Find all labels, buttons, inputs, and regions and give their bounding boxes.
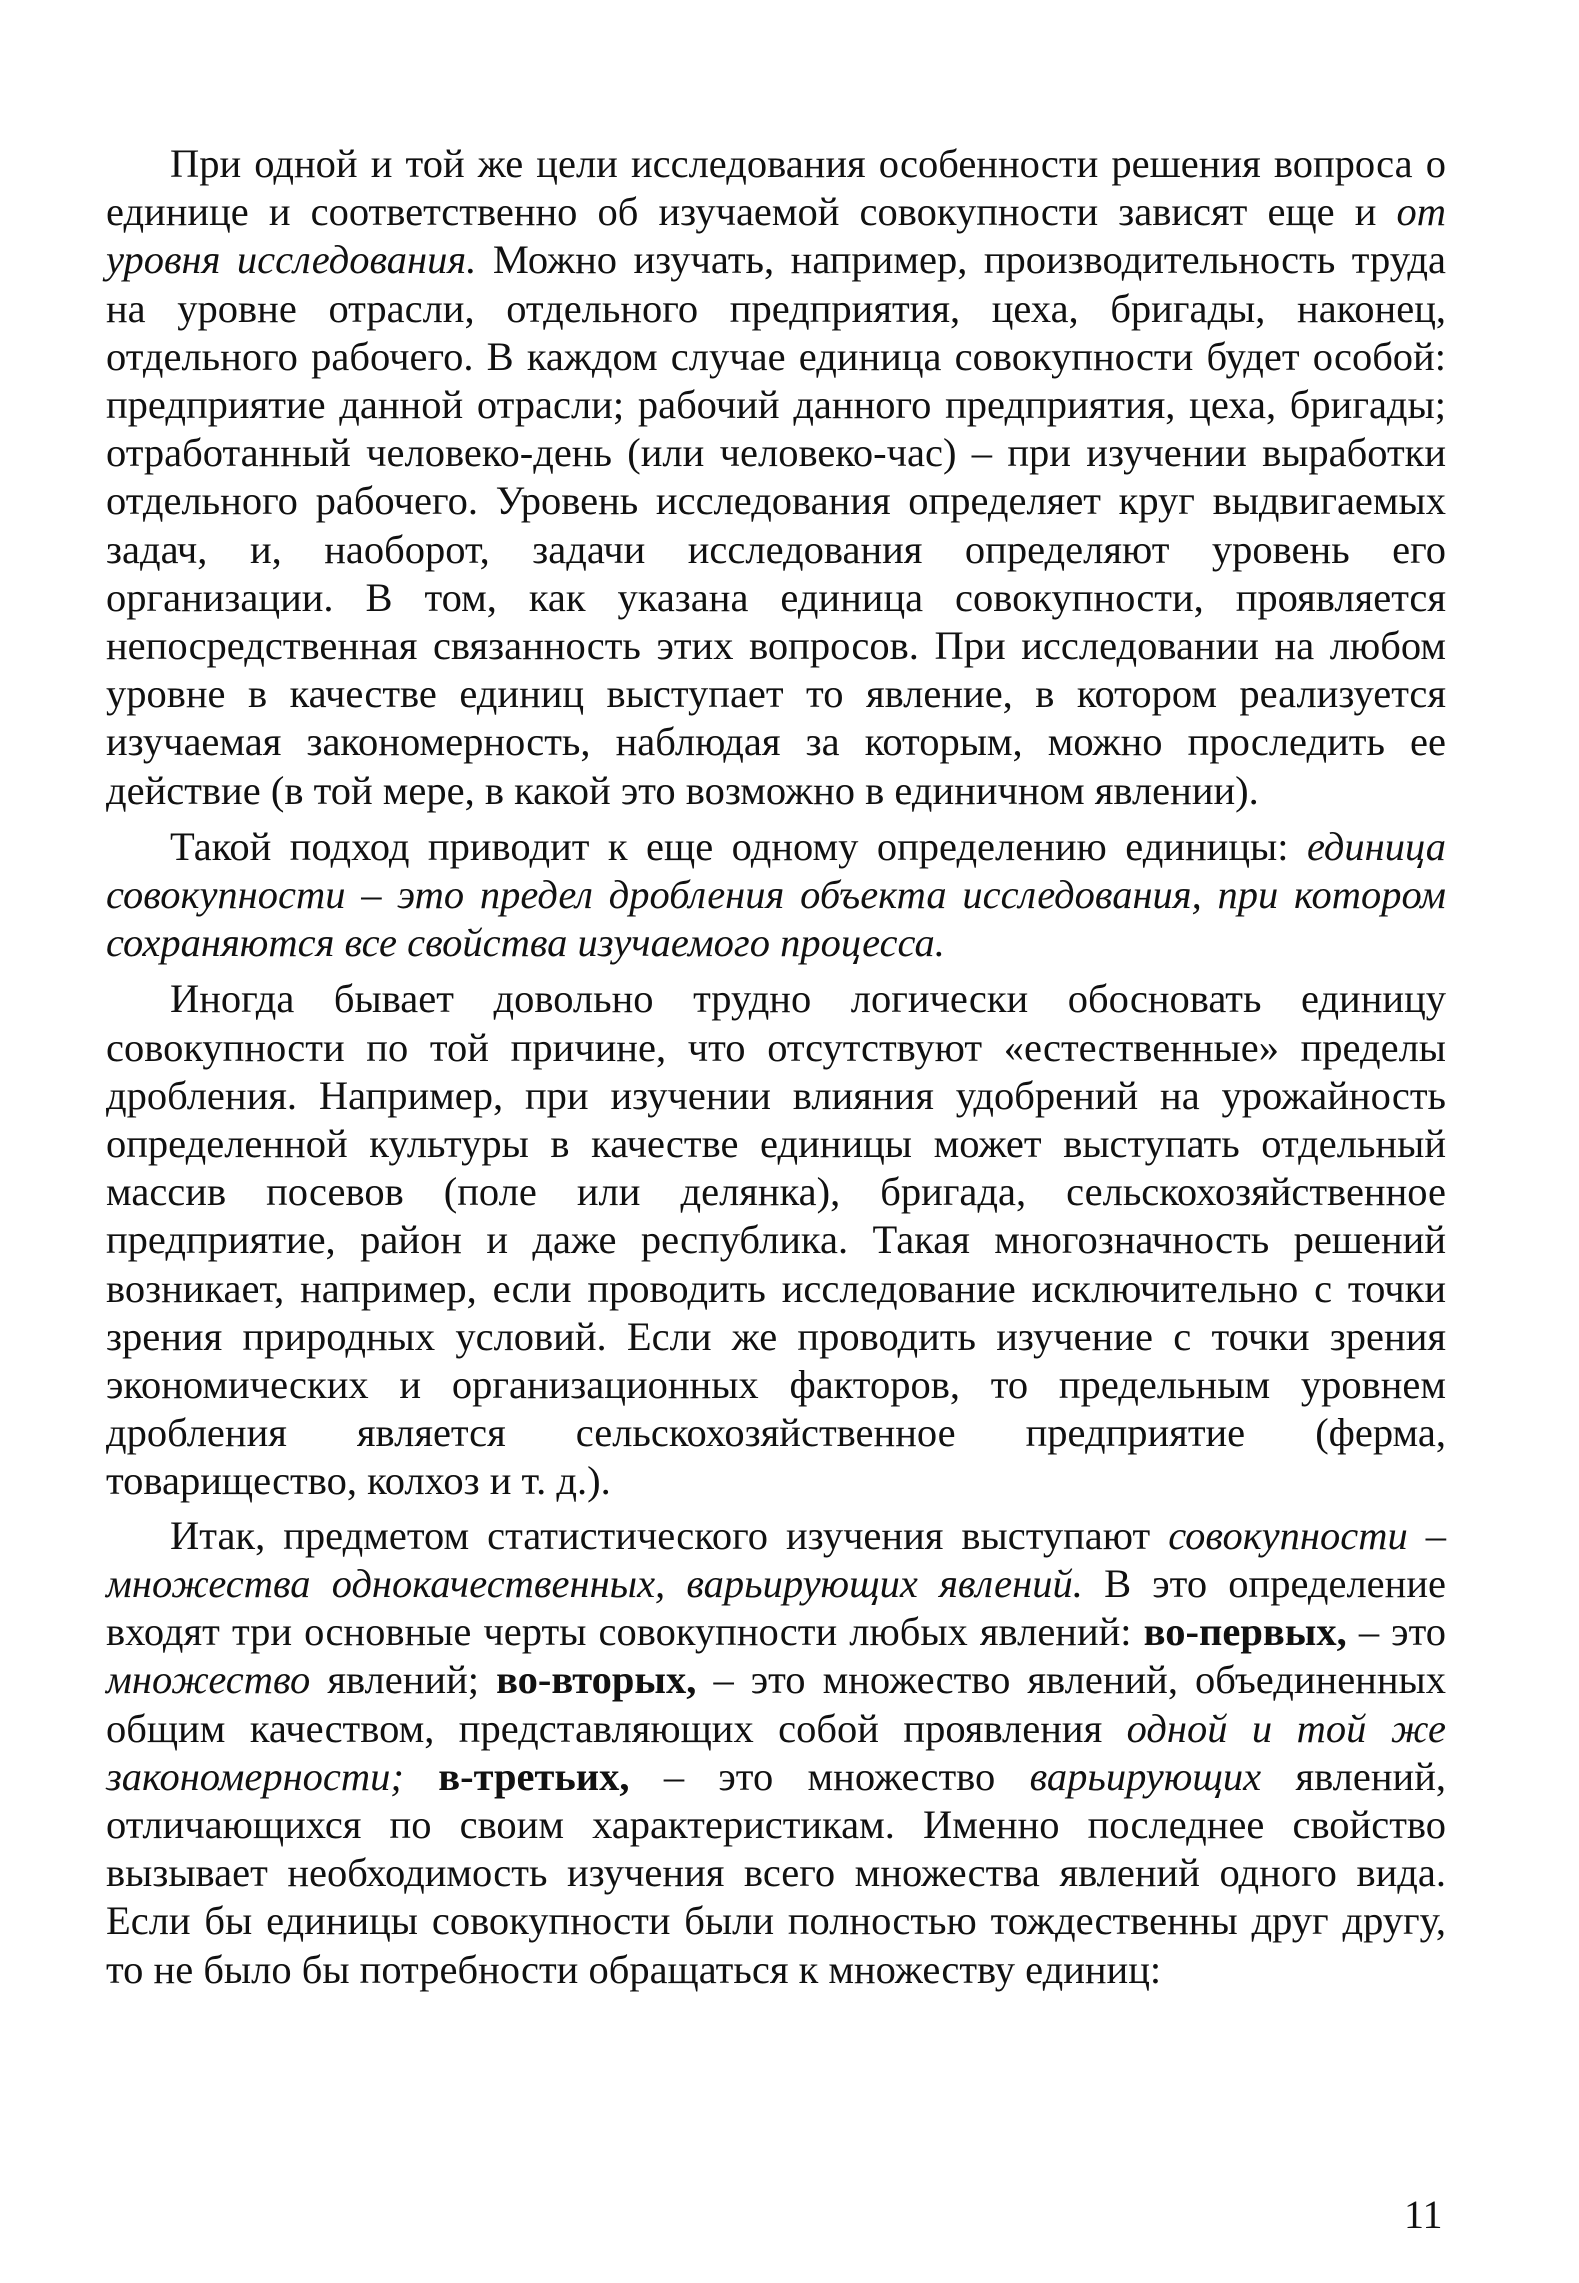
text-run: Итак, предметом статистического изучения выступают — [170, 1512, 1169, 1558]
text-run: Такой подход приводит к еще одному определению единицы: — [170, 823, 1307, 869]
page-body — [106, 140, 1446, 1998]
paragraph-3 — [106, 975, 1446, 1505]
text-run: Иногда бывает довольно трудно логически обосновать единицу совокупности по той причине, что отсутствуют «естественные» пределы дробления. Например, при изучении влияния удобрений на урожайность определенной культуры в качестве единицы может выступать отдельный массив посевов (поле или делянка), бригада, сельскохозяйственное предприятие, район и даже республика. Такая многозначность решений возникает, например, если проводить исследование исключительно с точки зрения природных условий. Если же проводить изучение с точки зрения экономических и организационных факторов, то предельным уровнем дробления является сельскохозяйственное предприятие (ферма, товарищество, колхоз и т. д.). — [106, 976, 1446, 1504]
italic-text: одной и той же закономерности; — [106, 1705, 1446, 1799]
italic-text: от уровня исследования. — [106, 189, 1446, 283]
text-run: – это множество явлений, объединенных общим качеством, представляющих собой проявления — [106, 1657, 1446, 1751]
text-run: – это множество — [629, 1753, 1030, 1799]
text-run: В это определение входят три основные черты совокупности любых явлений: — [106, 1560, 1446, 1655]
text-run: При одной и той же цели исследования особенности решения вопроса о единице и соответственно об изучаемой совокупности зависят еще и — [106, 141, 1446, 235]
bold-text: в-третьих, — [438, 1753, 630, 1799]
paragraph-1 — [106, 140, 1446, 815]
bold-text: во-вторых, — [496, 1657, 697, 1703]
page-number: 11 — [1404, 2192, 1443, 2237]
italic-text: варьирующих — [1029, 1753, 1262, 1799]
paragraph-2 — [106, 823, 1446, 968]
italic-text: совокупности – множества однокачественных, варьирующих явлений. — [106, 1512, 1446, 1606]
text-run: – это — [1346, 1609, 1446, 1655]
text-run: явлений, отличающихся по своим характеристикам. Именно последнее свойство вызывает необходимость изучения всего множества явлений одного вида. Если бы единицы совокупности были полностью тождественны друг другу, то не было бы потребности обращаться к множеству единиц: — [106, 1753, 1446, 1992]
italic-text: множество — [106, 1657, 311, 1703]
italic-text: единица совокупности – это предел дробления объекта исследования, при котором сохраняются все свойства изучаемого процесса. — [106, 823, 1446, 966]
text-run: явлений; — [310, 1657, 497, 1703]
paragraph-4 — [106, 1512, 1446, 1994]
text-run: Можно изучать, например, производительность труда на уровне отрасли, отдельного предприятия, цеха, бригады, наконец, отдельного рабочего. В каждом случае единица совокупности будет особой: предприятие данной отрасли; рабочий данного предприятия, цеха, бригады; отработанный человеко-день (или человеко-час) – при изучении выработки отдельного рабочего. Уровень исследования определяет круг выдвигаемых задач, и, наоборот, задачи исследования определяют уровень его организации. В том, как указана единица совокупности, проявляется непосредственная связанность этих вопросов. При исследовании на любом уровне в качестве единиц выступает то явление, в котором реализуется изучаемая закономерность, наблюдая за которым, можно проследить ее действие (в той мере, в какой это возможно в единичном явлении). — [106, 237, 1446, 813]
bold-text: во-первых, — [1143, 1609, 1347, 1655]
text-run — [404, 1754, 438, 1799]
